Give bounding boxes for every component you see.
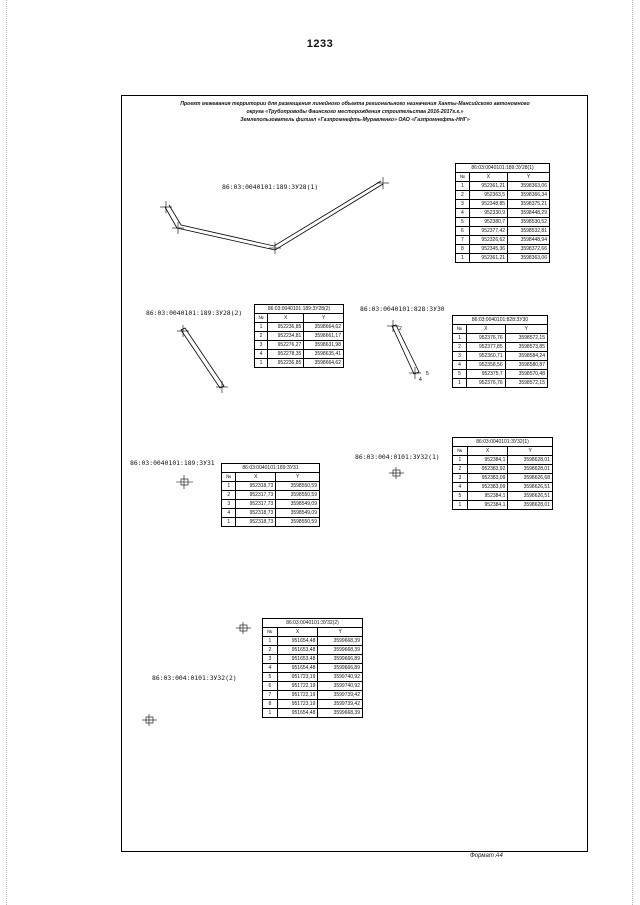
table-cell: 2 [453,343,467,352]
table-cell: 3598549,09 [276,500,320,509]
sheet-header [125,100,585,124]
table-cell: 3 [453,474,468,483]
table-header-cell: X [466,325,505,334]
table-row [453,370,548,379]
header-line-1: Проект межевания территории для размещения линейного объекта регионального назначения Ханты-Мансийского автономного [180,101,530,107]
coord-table-30 [452,315,548,388]
sheet-format-label: Формат А4 [470,853,503,859]
table-cell: 952383,09 [467,483,508,492]
parcel-label-28-1: 86:03:0040101:189:ЗУ28(1) [222,183,319,191]
table-row [453,343,548,352]
parcel-label-30: 86:03:0040101:828:ЗУ30 [360,305,445,313]
table-cell: 3598573,85 [505,343,547,352]
table-row [456,236,550,245]
table-row [453,465,553,474]
table-row [222,482,320,491]
table-cell: 952326,62 [469,236,507,245]
table-cell: 3598664,62 [304,323,344,332]
table-row [453,334,548,343]
table-cell: 6 [456,227,470,236]
table-cell: 3599740,92 [318,673,363,682]
table-row [453,456,553,465]
table-row [453,352,548,361]
table-cell: 952361,21 [469,182,507,191]
table-cell: 952317,73 [236,500,276,509]
table-caption: 86:03:0040101:828:ЗУ30 [453,316,548,325]
table-cell: 952345,36 [469,245,507,254]
table-cell: 3598550,59 [276,518,320,527]
table-cell: 1 [263,637,278,646]
table-cell: 3 [453,352,467,361]
svg-text:2: 2 [399,326,402,332]
table-cell: 952358,56 [466,361,505,370]
table-cell: 952236,85 [268,323,304,332]
svg-text:5: 5 [426,371,429,377]
table-cell: 1 [222,518,236,527]
table-cell: 7 [263,691,278,700]
table-cell: 952318,73 [236,509,276,518]
table-cell: 951654,48 [277,637,318,646]
table-cell: 3598550,59 [276,482,320,491]
table-caption: 86:03:0040101:189:ЗУ28(1) [456,164,550,173]
table-cell: 3598366,34 [508,191,550,200]
table-cell: 3598628,01 [508,456,553,465]
table-row [456,245,550,254]
coord-table-32-1 [452,437,553,510]
table-row [263,682,363,691]
header-line-2: округа «Трубопроводы Фаинского месторождения строительства 2016-2017г.г.» [246,109,464,115]
table-row [453,379,548,388]
table-row [263,709,363,718]
table-cell: 3598363,06 [508,254,550,263]
svg-text:4: 4 [419,377,422,383]
table-cell: 3598448,29 [508,209,550,218]
table-cell: 3 [456,200,470,209]
table-cell: 5 [263,673,278,682]
table-cell: 3598628,01 [508,465,553,474]
table-row [456,209,550,218]
table-cell: 951654,48 [277,709,318,718]
table-cell: 952383,09 [467,474,508,483]
table-cell: 3598626,51 [508,492,553,501]
table-cell: 3598580,87 [505,361,547,370]
table-cell: 952375,7 [466,370,505,379]
table-row [255,332,344,341]
table-row [263,673,363,682]
table-cell: 952377,85 [466,343,505,352]
table-cell: 3599668,39 [318,646,363,655]
coord-table-28-1 [455,163,550,263]
table-header-cell: X [236,473,276,482]
table-cell: 1 [453,334,467,343]
table-cell: 952384,1 [467,456,508,465]
table-cell: 951723,19 [277,700,318,709]
table-cell: 952363,5 [469,191,507,200]
table-row [453,474,553,483]
table-cell: 1 [255,359,268,368]
parcel-label-31: 86:03:0040101:189:ЗУ31 [130,459,215,467]
table-row [456,191,550,200]
table-cell: 5 [456,218,470,227]
table-row [255,341,344,350]
table-header-cell: № [453,447,468,456]
table-cell: 3598372,66 [508,245,550,254]
table-cell: 952330,9 [469,209,507,218]
table-row [456,200,550,209]
table-cell: 3598626,51 [508,483,553,492]
table-cell: 951722,19 [277,682,318,691]
table-cell: 952377,42 [469,227,507,236]
table-cell: 3598570,48 [505,370,547,379]
table-row [453,361,548,370]
table-cell: 951653,48 [277,655,318,664]
parcel-label-28-2: 86:03:0040101:189:ЗУ28(2) [146,309,243,317]
table-row [453,492,553,501]
table-cell: 3598626,68 [508,474,553,483]
table-header-cell: X [277,628,318,637]
table-cell: 951722,19 [277,691,318,700]
table-cell: 3598584,24 [505,352,547,361]
table-cell: 3599668,39 [318,637,363,646]
table-cell: 3 [222,500,236,509]
table-cell: 3598572,15 [505,334,547,343]
table-cell: 5 [453,492,468,501]
table-cell: 3598375,21 [508,200,550,209]
table-cell: 4 [255,350,268,359]
table-cell: 3599739,42 [318,691,363,700]
coord-table-32-2 [262,618,363,718]
table-header-cell: Y [508,173,550,182]
table-cell: 3598661,17 [304,332,344,341]
table-cell: 1 [453,501,468,510]
table-cell: 3599740,92 [318,682,363,691]
table-cell: 2 [456,191,470,200]
parcel-label-32-2: 86:03:004:0101:ЗУ32(2) [152,674,237,682]
table-header-cell: Y [304,314,344,323]
table-cell: 952318,73 [236,482,276,491]
table-header-cell: X [469,173,507,182]
table-row [222,518,320,527]
coord-table-28-2 [254,304,344,368]
table-header-cell: Y [505,325,547,334]
table-cell: 4 [263,664,278,673]
table-cell: 952317,73 [236,491,276,500]
table-header-cell: № [255,314,268,323]
table-cell: 2 [222,491,236,500]
table-cell: 8 [263,700,278,709]
table-caption: 86:03:0040101:ЗУ32(2) [263,619,363,628]
table-cell: 952234,81 [268,332,304,341]
table-cell: 3 [255,341,268,350]
table-row [456,218,550,227]
table-cell: 2 [255,332,268,341]
table-row [263,700,363,709]
table-header-cell: X [268,314,304,323]
table-header-cell: № [263,628,278,637]
table-cell: 3598550,59 [276,491,320,500]
table-row [222,509,320,518]
table-cell: 952348,85 [469,200,507,209]
table-cell: 951723,19 [277,673,318,682]
table-cell: 952236,85 [268,359,304,368]
table-row [255,323,344,332]
table-header-cell: X [467,447,508,456]
table-caption: 86:03:0040101:189:ЗУ31 [222,464,320,473]
table-cell: 952384,1 [467,501,508,510]
table-cell: 3598549,09 [276,509,320,518]
table-cell: 4 [453,361,467,370]
table-cell: 3598628,01 [508,501,553,510]
table-row [263,664,363,673]
header-line-3: Землепользователь филиал «Газпромнефть-Муравленко» ОАО «Газпромнефть-ННГ» [240,117,470,123]
table-header-cell: № [456,173,470,182]
page-number: 1233 [306,38,334,50]
table-cell: 952278,35 [268,350,304,359]
table-cell: 1 [255,323,268,332]
table-cell: 1 [453,456,468,465]
table-cell: 5 [453,370,467,379]
table-header-cell: № [222,473,236,482]
table-cell: 952376,76 [466,334,505,343]
table-row [456,182,550,191]
table-cell: 7 [456,236,470,245]
table-cell: 952361,21 [469,254,507,263]
table-cell: 1 [456,254,470,263]
table-cell: 952376,76 [466,379,505,388]
table-cell: 951654,48 [277,664,318,673]
table-row [222,500,320,509]
parcel-label-32-1: 86:03:004:0101:ЗУ32(1) [355,453,440,461]
table-cell: 3598664,62 [304,359,344,368]
table-row [255,350,344,359]
table-cell: 2 [263,646,278,655]
table-cell: 4 [456,209,470,218]
table-cell: 1 [456,182,470,191]
table-cell: 3598635,41 [304,350,344,359]
table-row [453,483,553,492]
table-cell: 3 [263,655,278,664]
table-cell: 6 [263,682,278,691]
table-header-cell: № [453,325,467,334]
table-row [456,227,550,236]
table-cell: 952380,7 [469,218,507,227]
table-cell: 1 [263,709,278,718]
table-row [263,691,363,700]
table-row [263,637,363,646]
table-header-cell: Y [508,447,553,456]
table-cell: 3599668,39 [318,709,363,718]
left-edge-line [6,0,8,905]
table-cell: 3599666,89 [318,664,363,673]
table-cell: 951653,48 [277,646,318,655]
table-header-cell: Y [318,628,363,637]
table-cell: 2 [453,465,468,474]
table-header-cell: Y [276,473,320,482]
table-row [263,655,363,664]
table-cell: 1 [222,482,236,491]
table-cell: 952384,1 [467,492,508,501]
table-row [456,254,550,263]
table-row [453,501,553,510]
table-cell: 8 [456,245,470,254]
table-cell: 3598572,15 [505,379,547,388]
table-caption: 86:03:0040101:ЗУ32(1) [453,438,553,447]
table-cell: 4 [222,509,236,518]
table-cell: 3598363,06 [508,182,550,191]
table-caption: 86:03:0040101:189:ЗУ28(2) [255,305,344,314]
table-cell: 3598631,98 [304,341,344,350]
coord-table-31 [221,463,320,527]
table-cell: 952318,73 [236,518,276,527]
table-cell: 4 [453,483,468,492]
table-cell: 3598530,52 [508,218,550,227]
table-row [263,646,363,655]
table-cell: 3598448,94 [508,236,550,245]
table-cell: 3599739,42 [318,700,363,709]
table-cell: 3598532,81 [508,227,550,236]
table-row [255,359,344,368]
table-cell: 952276,27 [268,341,304,350]
table-cell: 952383,92 [467,465,508,474]
table-cell: 952360,71 [466,352,505,361]
right-edge-line [632,0,634,905]
table-row [222,491,320,500]
table-cell: 3599666,89 [318,655,363,664]
table-cell: 1 [453,379,467,388]
